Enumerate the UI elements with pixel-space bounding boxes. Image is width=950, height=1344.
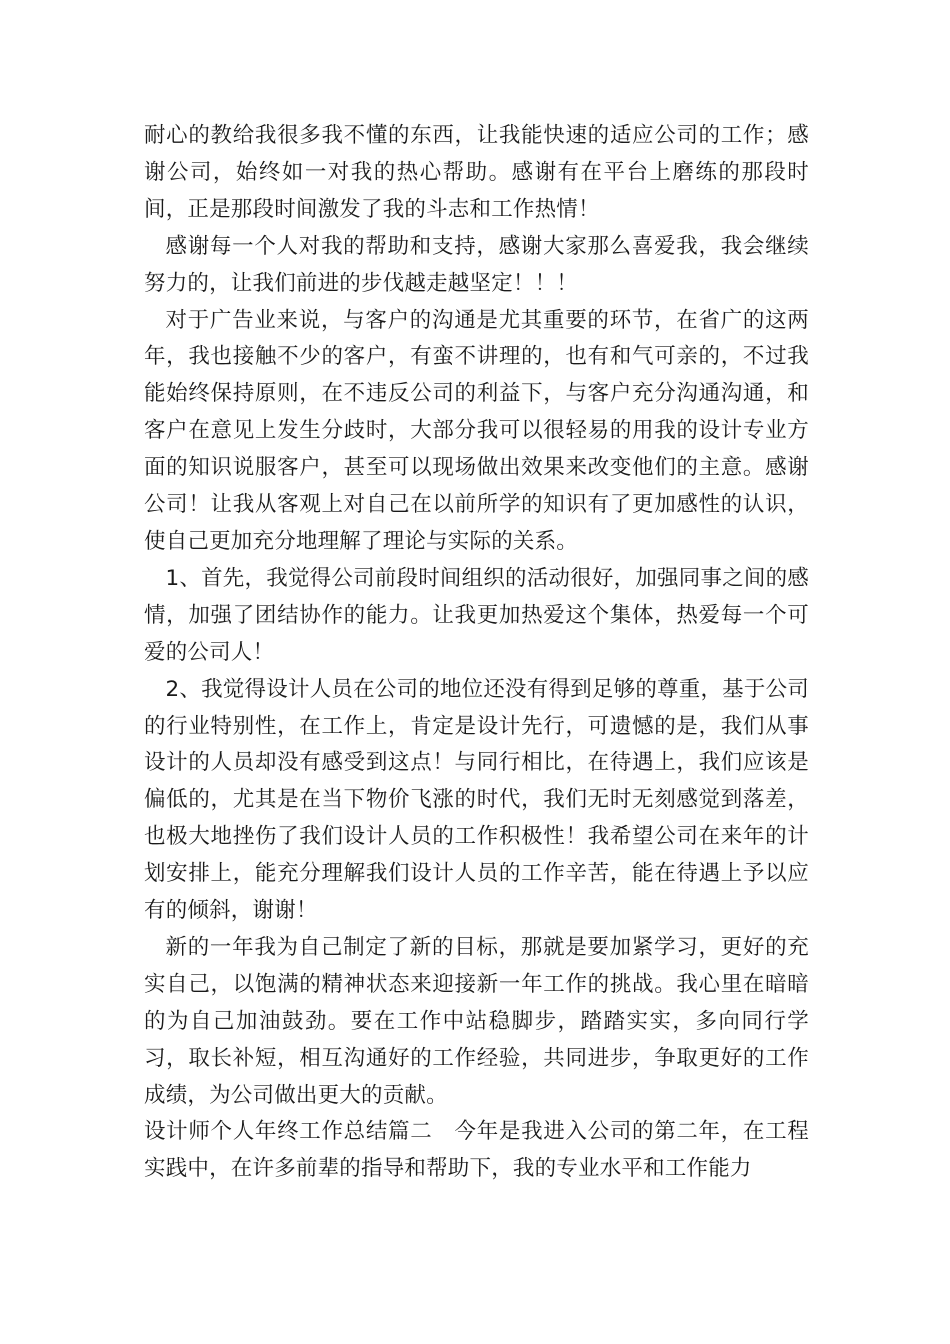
paragraph-7-section-heading: 设计师个人年终工作总结篇二 今年是我进入公司的第二年，在工程实践中，在许多前辈的指导和帮助下，我的专业水平和工作能力 xyxy=(144,1119,809,1182)
paragraph-2: 感谢每一个人对我的帮助和支持，感谢大家那么喜爱我，我会继续努力的，让我们前进的步伐越走越坚定！！！ xyxy=(144,233,809,296)
paragraph-5: 2、我觉得设计人员在公司的地位还没有得到足够的尊重，基于公司的行业特别性，在工作上，肯定是设计先行，可遗憾的是，我们从事设计的人员却没有感受到这点！与同行相比，在待遇上，我们应该是偏低的，尤其是在当下物价飞涨的时代，我们无时无刻感觉到落差，也极大地挫伤了我们设计人员的工作积极性！我希望公司在来年的计划安排上，能充分理解我们设计人员的工作辛苦，能在待遇上予以应有的倾斜，谢谢！ xyxy=(144,676,809,924)
paragraph-6: 新的一年我为自己制定了新的目标，那就是要加紧学习，更好的充实自己，以饱满的精神状态来迎接新一年工作的挑战。我心里在暗暗的为自己加油鼓劲。要在工作中站稳脚步，踏踏实实，多向同行学习，取长补短，相互沟通好的工作经验，共同进步，争取更好的工作成绩，为公司做出更大的贡献。 xyxy=(144,934,809,1108)
document-page xyxy=(144,118,809,1188)
paragraph-4: 1、首先，我觉得公司前段时间组织的活动很好，加强同事之间的感情，加强了团结协作的能力。让我更加热爱这个集体，热爱每一个可爱的公司人！ xyxy=(144,565,809,665)
paragraph-3: 对于广告业来说，与客户的沟通是尤其重要的环节，在省广的这两年，我也接触不少的客户，有蛮不讲理的，也有和气可亲的，不过我能始终保持原则，在不违反公司的利益下，与客户充分沟通沟通，和客户在意见上发生分歧时，大部分我可以很轻易的用我的设计专业方面的知识说服客户，甚至可以现场做出效果来改变他们的主意。感谢公司！让我从客观上对自己在以前所学的知识有了更加感性的认识，使自己更加充分地理解了理论与实际的关系。 xyxy=(144,307,809,554)
paragraph-1: 耐心的教给我很多我不懂的东西，让我能快速的适应公司的工作；感谢公司，始终如一对我的热心帮助。感谢有在平台上磨练的那段时间，正是那段时间激发了我的斗志和工作热情！ xyxy=(144,123,809,222)
